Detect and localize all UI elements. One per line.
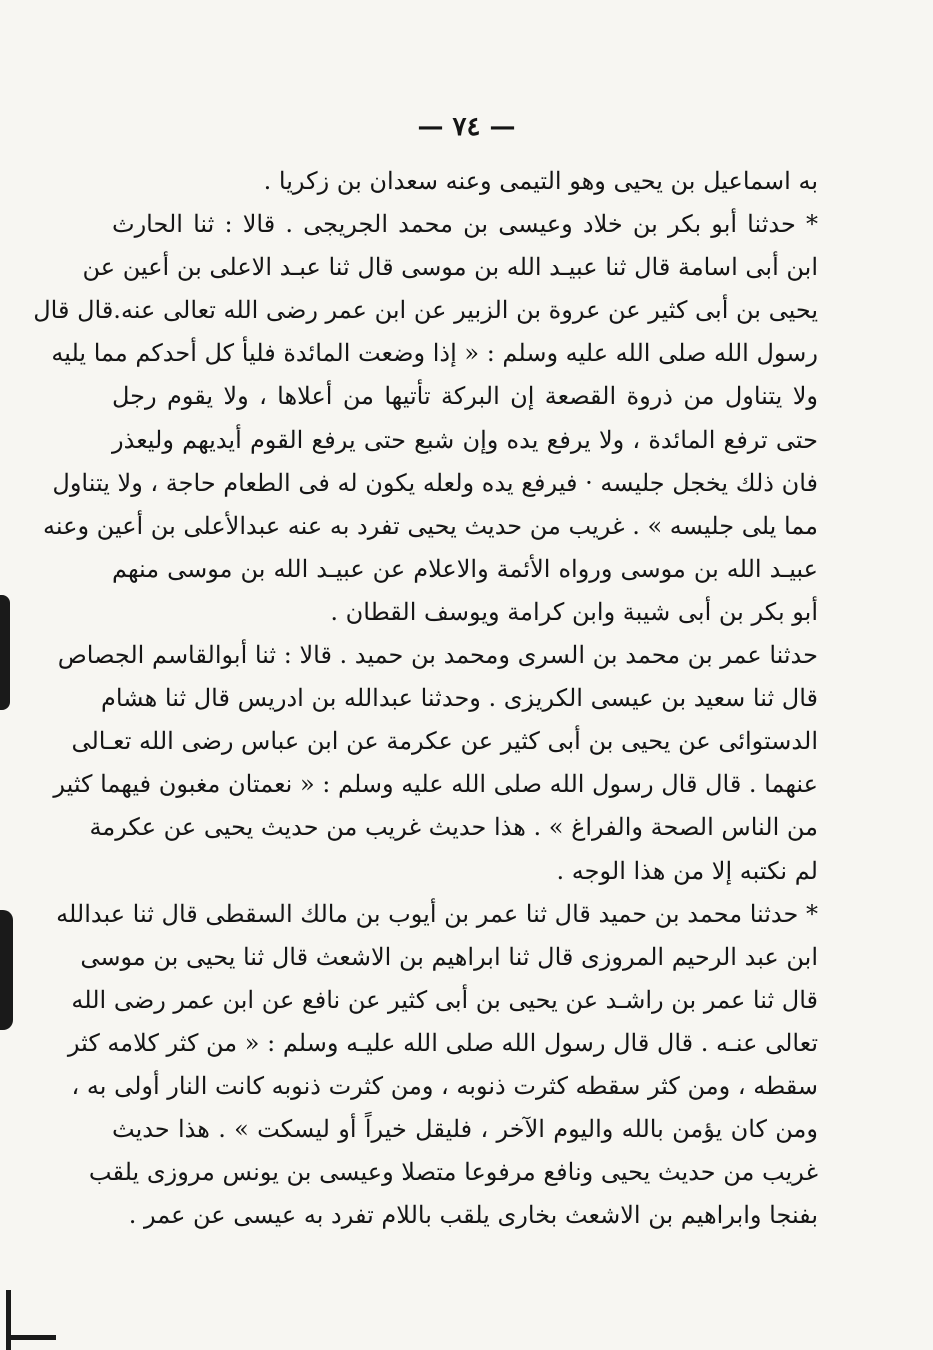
page-body	[33, 160, 818, 1237]
text-line: الدستوائى عن يحيى بن أبى كثير عن عكرمة عن ابن عباس رضى الله تعـالى	[71, 727, 818, 756]
text-line: لم نكتبه إلا من هذا الوجه .	[556, 856, 818, 885]
text-line: * حدثنا أبو بكر بن خلاد وعيسى بن محمد الجريجى . قالا : ثنا الحارث	[112, 210, 818, 239]
text-line: بفنجا وابراهيم بن الاشعث بخارى يلقب باللام تفرد به عيسى عن عمر .	[128, 1201, 818, 1230]
scan-corner-mark	[6, 1290, 11, 1350]
text-line: حتى ترفع المائدة ، ولا يرفع يده وإن شبع حتى يرفع القوم أيديهم وليعذر	[112, 425, 818, 454]
text-line: عنهما . قال قال رسول الله صلى الله عليه وسلم : « نعمتان مغبون فيهما كثير	[53, 770, 818, 799]
text-line: حدثنا عمر بن محمد بن السرى ومحمد بن حميد . قالا : ثنا أبوالقاسم الجصاص	[57, 641, 818, 670]
text-line: به اسماعيل بن يحيى وهو التيمى وعنه سعدان بن زكريا .	[263, 167, 818, 195]
scan-corner-mark	[6, 1335, 56, 1340]
text-line: ابن أبى اسامة قال ثنا عبيـد الله بن موسى قال ثنا عبـد الاعلى بن أعين عن	[82, 253, 818, 282]
text-line: قال ثنا عمر بن راشـد عن يحيى بن أبى كثير عن نافع عن ابن عمر رضى الله	[71, 985, 818, 1014]
text-line: ابن عبد الرحيم المروزى قال ثنا ابراهيم بن الاشعث قال ثنا يحيى بن موسى	[80, 942, 818, 971]
page-number: — ٧٤ —	[417, 112, 516, 142]
scan-edge-mark	[0, 910, 13, 1030]
text-line: ومن كان يؤمن بالله واليوم الآخر ، فليقل خيراً أو ليسكت » . هذا حديث	[112, 1115, 818, 1144]
text-line: تعالى عنـه . قال قال رسول الله صلى الله عليـه وسلم : « من كثر كلامه كثر	[67, 1028, 818, 1057]
text-line: رسول الله صلى الله عليه وسلم : « إذا وضعت المائدة فليأ كل أحدكم مما يليه	[51, 339, 818, 368]
text-line: غريب من حديث يحيى ونافع مرفوعا متصلا وعيسى بن يونس مروزى يلقب	[88, 1158, 818, 1187]
text-line: سقطه ، ومن كثر سقطه كثرت ذنوبه ، ومن كثرت ذنوبه كانت النار أولى به ،	[71, 1071, 818, 1100]
text-line: أبو بكر بن أبى شيبة وابن كرامة ويوسف القطان .	[330, 597, 818, 626]
text-line: ولا يتناول من ذروة القصعة إن البركة تأتيها من أعلاها ، ولا يقوم رجل	[112, 382, 818, 411]
scan-edge-mark	[0, 595, 10, 710]
text-line: عبيـد الله بن موسى ورواه الأئمة والاعلام عن عبيـد الله بن موسى منهم	[112, 554, 818, 583]
text-line: قال ثنا سعيد بن عيسى الكريزى . وحدثنا عبدالله بن ادريس قال ثنا هشام	[101, 684, 818, 713]
text-line: مما يلى جليسه » . غريب من حديث يحيى تفرد به عنه عبدالأعلى بن أعين وعنه	[43, 511, 818, 540]
text-line: * حدثنا محمد بن حميد قال ثنا عمر بن أيوب بن مالك السقطى قال ثنا عبدالله	[56, 899, 818, 928]
text-line: يحيى بن أبى كثير عن عروة بن الزبير عن ابن عمر رضى الله تعالى عنه.قال قال	[33, 296, 818, 325]
text-line: فان ذلك يخجل جليسه · فيرفع يده ولعله يكون له فى الطعام حاجة ، ولا يتناول	[52, 468, 818, 497]
text-line: من الناس الصحة والفراغ » . هذا حديث غريب من حديث يحيى عن عكرمة	[89, 813, 818, 842]
